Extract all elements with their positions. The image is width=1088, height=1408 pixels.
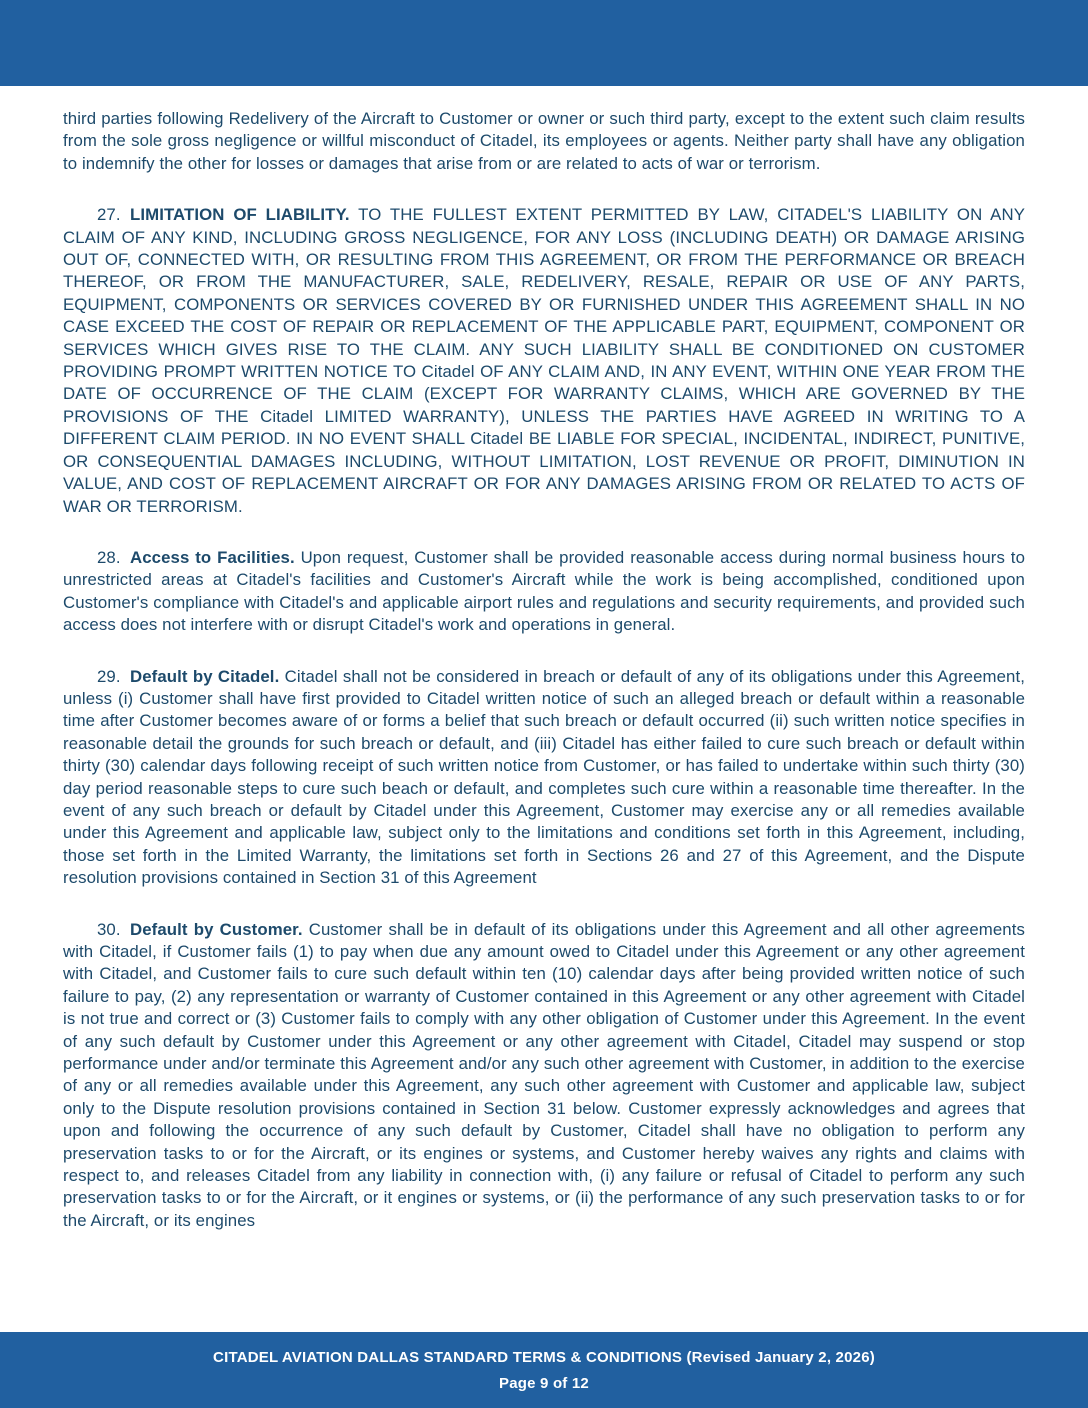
document-body	[63, 108, 1025, 1322]
section-28-text: Upon request, Customer shall be provided reasonable access during normal business hours to unrestricted areas at Citadel's facilities and Customer's Aircraft while the work is being accomplished, conditioned upon Customer's compliance with Citadel's and applicable airport rules and regulations and security requirements, and provided such access does not interfere with or disrupt Citadel's work and operations in general.	[63, 547, 1025, 635]
section-29-paragraph	[63, 666, 1025, 890]
section-27-number: 27.	[97, 205, 121, 225]
intro-paragraph	[63, 108, 1025, 175]
footer-page-number: Page 9 of 12	[499, 1375, 589, 1392]
section-27-text: TO THE FULLEST EXTENT PERMITTED BY LAW, CITADEL'S LIABILITY ON ANY CLAIM OF ANY KIND, INCLUDING GROSS NEGLIGENCE, FOR ANY LOSS (INCLUDING DEATH) OR DAMAGE ARISING OUT OF, CONNECTED WITH, OR RESULTING FROM THIS AGREEMENT, OR FROM THE PERFORMANCE OR BREACH THEREOF, OR FROM THE MANUFACTURER, SALE, REDELIVERY, RESALE, REPAIR OR USE OF ANY PARTS, EQUIPMENT, COMPONENTS OR SERVICES COVERED BY OR FURNISHED UNDER THIS AGREEMENT SHALL IN NO CASE EXCEED THE COST OF REPAIR OR REPLACEMENT OF THE APPLICABLE PART, EQUIPMENT, COMPONENT OR SERVICES WHICH GIVES RISE TO THE CLAIM. ANY SUCH LIABILITY SHALL BE CONDITIONED ON CUSTOMER PROVIDING PROMPT WRITTEN NOTICE TO Citadel OF ANY CLAIM AND, IN ANY EVENT, WITHIN ONE YEAR FROM THE DATE OF OCCURRENCE OF THE CLAIM (EXCEPT FOR WARRANTY CLAIMS, WHICH ARE GOVERNED BY THE PROVISIONS OF THE Citadel LIMITED WARRANTY), UNLESS THE PARTIES HAVE AGREED IN WRITING TO A DIFFERENT CLAIM PERIOD. IN NO EVENT SHALL Citadel BE LIABLE FOR SPECIAL, INCIDENTAL, INDIRECT, PUNITIVE, OR CONSEQUENTIAL DAMAGES INCLUDING, WITHOUT LIMITATION, LOST REVENUE OR PROFIT, DIMINUTION IN VALUE, AND COST OF REPLACEMENT AIRCRAFT OR FOR ANY DAMAGES ARISING FROM OR RELATED TO ACTS OF WAR OR TERRORISM.	[63, 205, 1025, 516]
section-28-number: 28.	[97, 547, 121, 567]
header-bar	[0, 0, 1088, 86]
footer-title: CITADEL AVIATION DALLAS STANDARD TERMS & CONDITIONS (Revised January 2, 2026)	[213, 1349, 875, 1366]
section-30-paragraph	[63, 919, 1025, 1233]
section-30-heading: Default by Customer.	[130, 919, 303, 939]
section-30-text: Customer shall be in default of its obligations under this Agreement and all other agreements with Citadel, if Customer fails (1) to pay when due any amount owed to Citadel under this Agreement or any other agreement with Citadel, and Customer fails to cure such default within ten (10) calendar days after being provided written notice of such failure to pay, (2) any representation or warranty of Customer contained in this Agreement or any other agreement with Citadel is not true and correct or (3) Customer fails to comply with any other obligation of Customer under this Agreement. In the event of any such default by Customer under this Agreement or any other agreement with Citadel, Citadel may suspend or stop performance under and/or terminate this Agreement and/or any such other agreement with Customer, in addition to the exercise of any or all remedies available under this Agreement, any such other agreement with Customer and applicable law, subject only to the Dispute resolution provisions contained in Section 31 below. Customer expressly acknowledges and agrees that upon and following the occurrence of any such default by Customer, Citadel shall have no obligation to perform any preservation tasks to or for the Aircraft, or its engines or systems, and Customer hereby waives any rights and claims with respect to, and releases Citadel from any liability in connection with, (i) any failure or refusal of Citadel to perform any such preservation tasks to or for the Aircraft, or it engines or systems, or (ii) the performance of any such preservation tasks to or for the Aircraft, or its engines	[63, 919, 1025, 1230]
section-29-text: Citadel shall not be considered in breach or default of any of its obligations under this Agreement, unless (i) Customer shall have first provided to Citadel written notice of such an alleged breach or default within a reasonable time after Customer becomes aware of or forms a belief that such breach or default occurred (ii) such written notice specifies in reasonable detail the grounds for such breach or default, and (iii) Citadel has either failed to cure such breach or default within thirty (30) calendar days following receipt of such written notice from Customer, or has failed to undertake within such thirty (30) day period reasonable steps to cure such beach or default, and completes such cure within a reasonable time thereafter. In the event of any such breach or default by Citadel under this Agreement, Customer may exercise any or all remedies available under this Agreement and applicable law, subject only to the limitations and conditions set forth in this Agreement, including, those set forth in the Limited Warranty, the limitations set forth in Sections 26 and 27 of this Agreement, and the Dispute resolution provisions contained in Section 31 of this Agreement	[63, 666, 1025, 888]
section-27-paragraph	[63, 204, 1025, 518]
section-27-heading: LIMITATION OF LIABILITY.	[130, 205, 350, 225]
section-30-number: 30.	[97, 919, 121, 939]
footer-bar	[0, 1332, 1088, 1408]
section-29-heading: Default by Citadel.	[130, 666, 280, 686]
section-28-heading: Access to Facilities.	[130, 547, 295, 567]
intro-paragraph-text: third parties following Redelivery of the Aircraft to Customer or owner or such third party, except to the extent such claim results from the sole gross negligence or willful misconduct of Citadel, its employees or agents. Neither party shall have any obligation to indemnify the other for losses or damages that arise from or are related to acts of war or terrorism.	[63, 109, 1025, 173]
section-29-number: 29.	[97, 666, 121, 686]
section-28-paragraph	[63, 547, 1025, 637]
